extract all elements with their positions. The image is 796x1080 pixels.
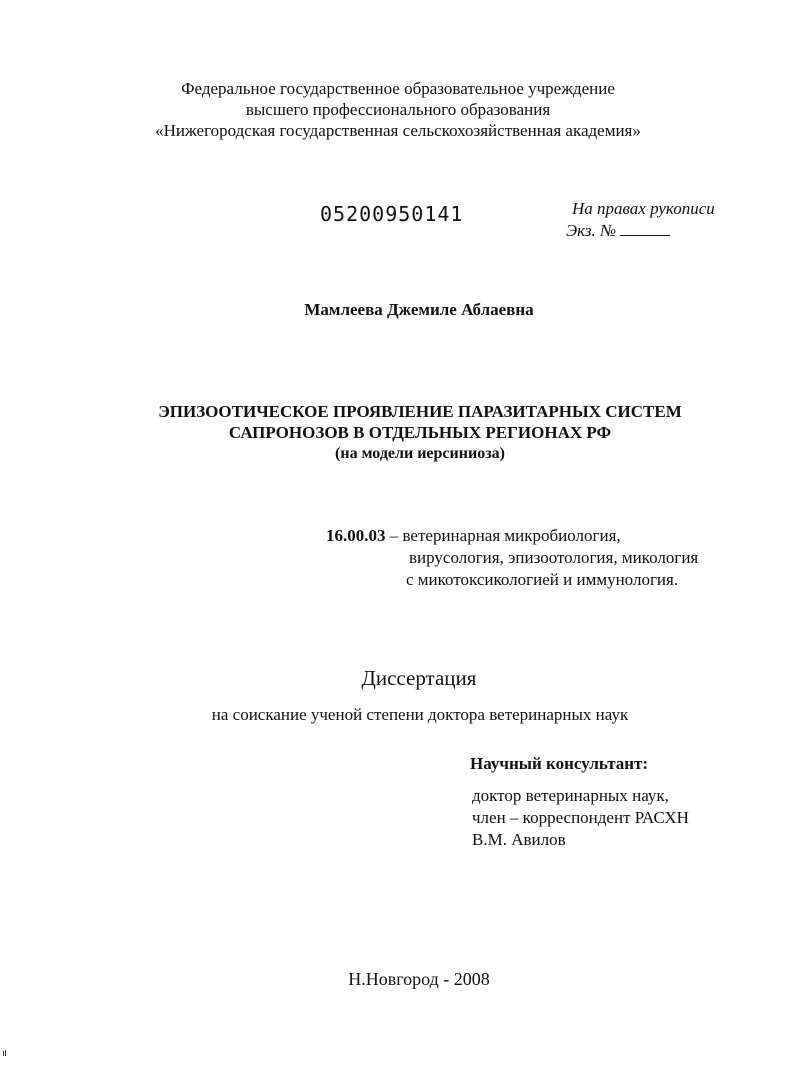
scan-speck <box>3 1050 7 1057</box>
dissertation-title <box>0 401 796 464</box>
institution-line-1: Федеральное государственное образовательное учреждение <box>181 79 615 98</box>
copy-number-line <box>566 220 715 242</box>
author-name: Мамлеева Джемиле Аблаевна <box>304 300 534 319</box>
archive-number: 05200950141 <box>320 202 464 226</box>
title-line-1: ЭПИЗООТИЧЕСКОЕ ПРОЯВЛЕНИЕ ПАРАЗИТАРНЫХ СИСТЕМ <box>158 402 682 421</box>
specialty-line-3: с микотоксикологией и иммунология. <box>406 570 679 589</box>
document-type: Диссертация <box>361 666 477 690</box>
specialty-code: 16.00.03 <box>326 526 386 545</box>
consultant-line-1: доктор ветеринарных наук, <box>472 786 669 805</box>
consultant-label: Научный консультант: <box>470 754 649 773</box>
consultant-line-2: член – корреспондент РАСХН <box>472 808 689 827</box>
specialty-line-1-text: – ветеринарная микробиология, <box>385 526 621 545</box>
institution-header <box>0 78 796 141</box>
specialty-line-2: вирусология, эпизоотология, микология <box>409 548 699 567</box>
title-subtitle: (на модели иерсиниоза) <box>335 445 505 462</box>
copy-number-blank <box>620 221 670 236</box>
manuscript-rights: На правах рукописи <box>572 199 715 218</box>
institution-line-3: «Нижегородская государственная сельскохозяйственная академия» <box>155 121 641 140</box>
specialty-block <box>326 525 698 591</box>
copy-number-label: Экз. № <box>566 221 617 240</box>
place-and-year: Н.Новгород - 2008 <box>348 969 490 989</box>
institution-line-2: высшего профессионального образования <box>245 100 551 119</box>
specialty-line-1 <box>326 525 698 547</box>
title-line-2: САПРОНОЗОВ В ОТДЕЛЬНЫХ РЕГИОНАХ РФ <box>228 423 612 442</box>
degree-statement: на соискание ученой степени доктора ветеринарных наук <box>211 705 629 724</box>
consultant-line-3: В.М. Авилов <box>472 830 566 849</box>
consultant-details <box>472 785 689 851</box>
manuscript-rights-block <box>566 198 715 242</box>
